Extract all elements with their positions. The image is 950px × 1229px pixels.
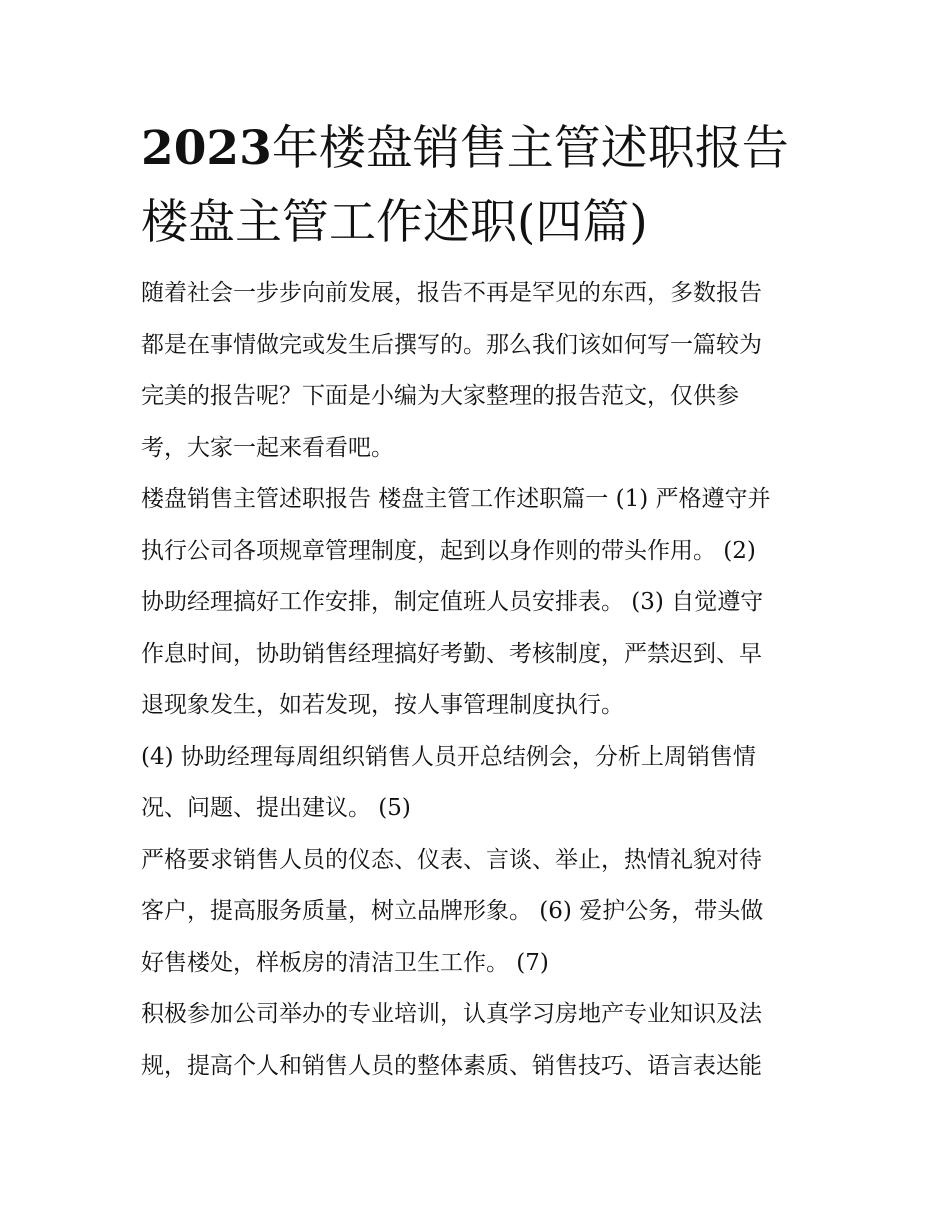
body-line: 协助经理搞好工作安排，制定值班人员安排表。 (3) 自觉遵守 [141, 589, 764, 615]
body-line: 客户，提高服务质量，树立品牌形象。 (6) 爱护公务，带头做 [141, 898, 764, 924]
body-line: 楼盘销售主管述职报告 楼盘主管工作述职篇一 (1) 严格遵守并 [141, 486, 771, 512]
body-line: 况、问题、提出建议。 (5) [141, 795, 411, 821]
body-line: 退现象发生，如若发现，按人事管理制度执行。 [141, 692, 624, 718]
body-line: 作息时间，协助销售经理搞好考勤、考核制度，严禁迟到、早 [141, 640, 762, 667]
body-line: 执行公司各项规章管理制度，起到以身作则的带头作用。 (2) [141, 537, 756, 564]
body-line: (4) 协助经理每周组织销售人员开总结例会，分析上周销售情 [141, 743, 756, 770]
title-main: 年楼盘销售主管述职报告 [271, 121, 789, 176]
document-title-line-1 [141, 112, 821, 186]
body-line: 好售楼处，样板房的清洁卫生工作。 (7) [141, 949, 549, 976]
title-year: 2023 [141, 121, 272, 176]
document-title-line-2: 楼盘主管工作述职(四篇) [141, 195, 648, 250]
body-line: 随着社会一步步向前发展，报告不再是罕见的东西，多数报告 [141, 280, 762, 306]
body-line: 严格要求销售人员的仪态、仪表、言谈、举止，热情礼貌对待 [141, 846, 762, 873]
document-page [141, 112, 821, 1092]
document-body [141, 268, 821, 1092]
body-line: 规，提高个人和销售人员的整体素质、销售技巧、语言表达能 [141, 1052, 762, 1079]
body-line: 考，大家一起来看看吧。 [141, 434, 394, 461]
body-line: 都是在事情做完或发生后撰写的。那么我们该如何写一篇较为 [141, 331, 762, 358]
body-line: 积极参加公司举办的专业培训，认真学习房地产专业知识及法 [141, 1001, 762, 1027]
body-line: 完美的报告呢？下面是小编为大家整理的报告范文，仅供参 [141, 383, 739, 409]
